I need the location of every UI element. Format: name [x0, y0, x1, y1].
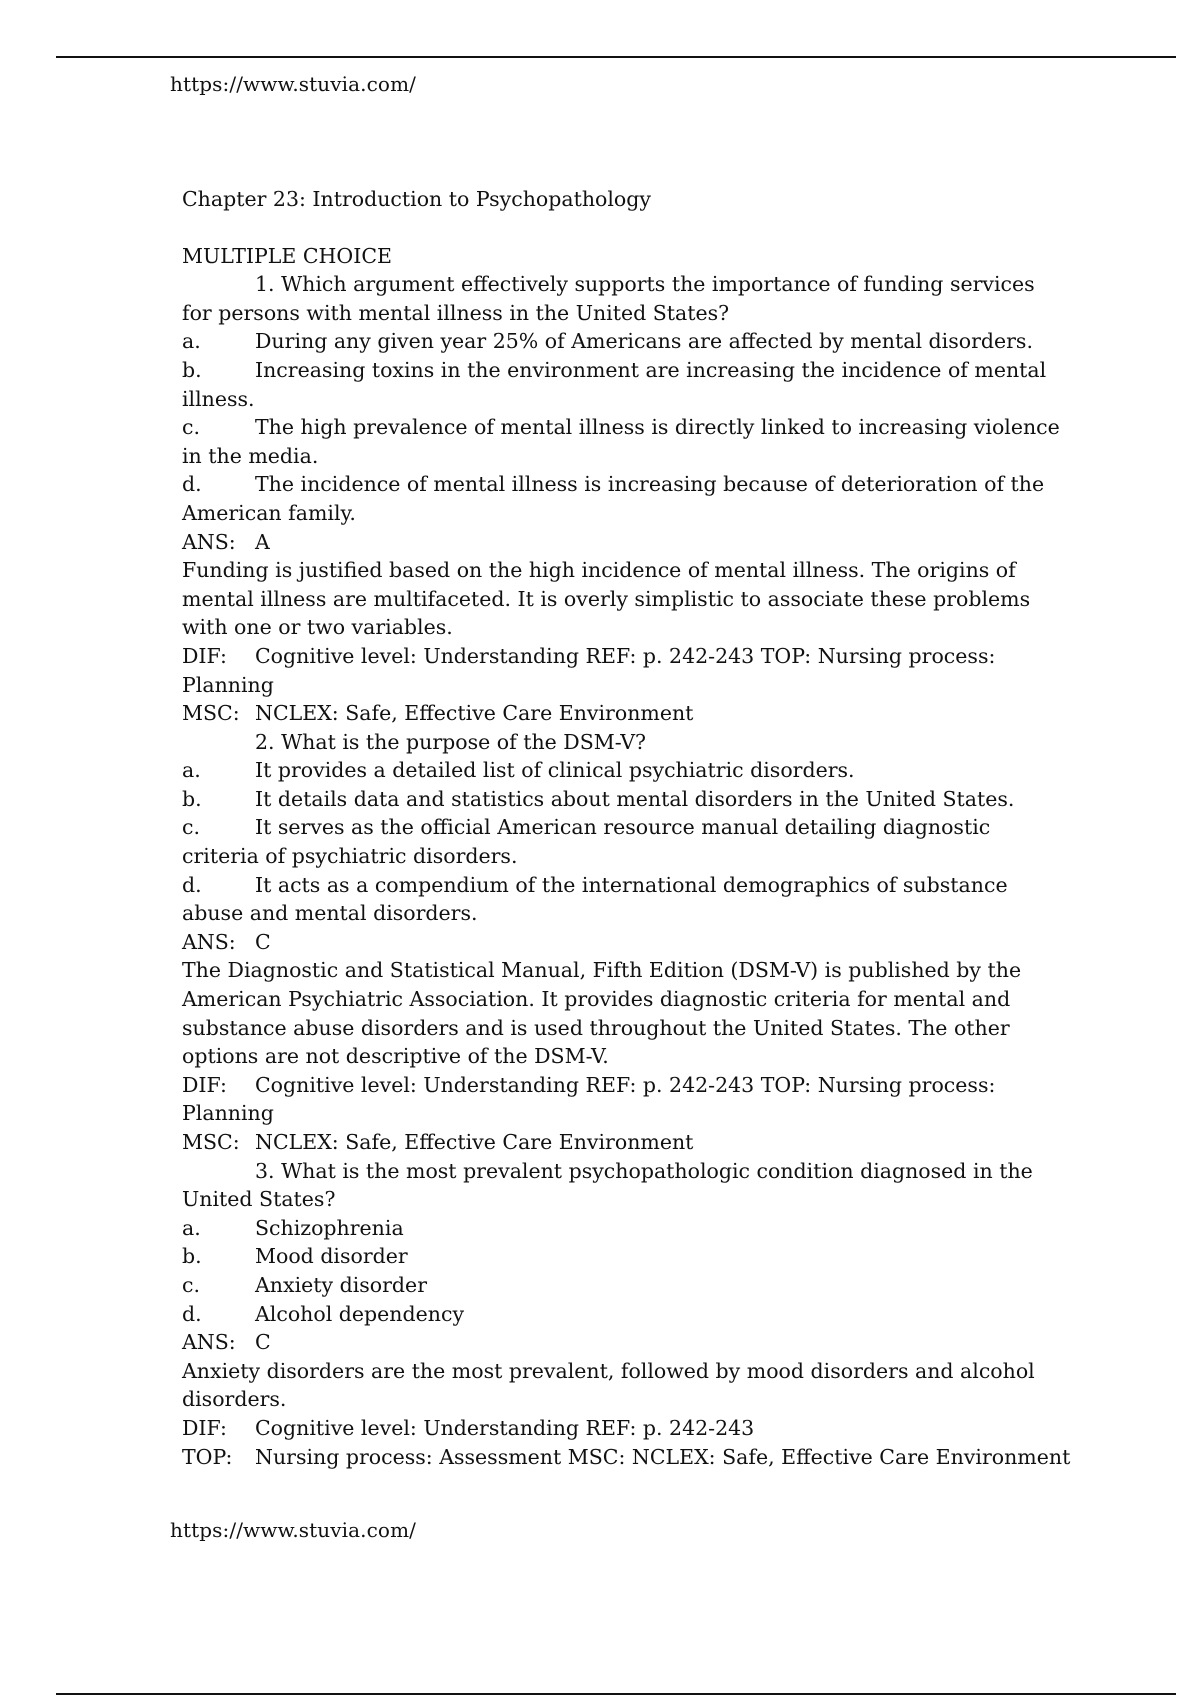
option-c [182, 1271, 1044, 1300]
option-c [182, 413, 1060, 442]
option-a [182, 1214, 1044, 1243]
option-c [182, 813, 1044, 842]
rationale-line: mental illness are multifaceted. It is overly simplistic to associate these problems [182, 586, 1031, 611]
answer-value: C [255, 929, 271, 954]
question-stem-cont: for persons with mental illness in the United States? [182, 300, 730, 325]
option-label: a. [182, 1215, 201, 1240]
rationale-line: substance abuse disorders and is used throughout the United States. The other [182, 1015, 1010, 1040]
option-label: d. [182, 872, 202, 897]
dif-label: DIF: [182, 1415, 227, 1440]
option-d [182, 470, 1044, 499]
rationale-line: disorders. [182, 1387, 287, 1412]
answer-label: ANS: [182, 529, 236, 554]
answer [182, 1328, 1044, 1357]
option-label: b. [182, 357, 202, 382]
dif-label: DIF: [182, 1072, 227, 1097]
header-url[interactable]: https://www.stuvia.com/ [170, 72, 416, 96]
option-text: During any given year 25% of Americans are affected by mental disorders. [255, 329, 1033, 354]
dif-text: Cognitive level: Understanding REF: p. 242-243 TOP: Nursing process: [255, 643, 996, 668]
answer-value: A [255, 529, 270, 554]
msc-label: MSC: [182, 1130, 240, 1154]
msc-text: NCLEX: Safe, Effective Care Environment [255, 701, 694, 726]
difficulty [182, 1414, 1044, 1443]
option-text: Schizophrenia [255, 1215, 404, 1240]
difficulty [182, 1071, 1044, 1100]
top-rule [56, 56, 1176, 58]
option-label: c. [182, 1272, 200, 1297]
topic [182, 1443, 1071, 1472]
option-text: Increasing toxins in the environment are increasing the incidence of mental [255, 357, 1047, 382]
rationale-line: with one or two variables. [182, 615, 453, 640]
document-body [182, 185, 1071, 1471]
option-label: d. [182, 472, 202, 497]
dif-label: DIF: [182, 643, 227, 668]
rationale-line: options are not descriptive of the DSM-V. [182, 1044, 609, 1069]
chapter-title: Chapter 23: Introduction to Psychopathology [182, 187, 651, 211]
top-text: Nursing process: Assessment MSC: NCLEX: Safe, Effective Care Environment [255, 1444, 1071, 1469]
bottom-rule [56, 1693, 1176, 1695]
question-stem-cont: United States? [182, 1187, 336, 1212]
question-1 [182, 270, 1060, 728]
option-b [182, 1242, 1044, 1271]
rationale-line: American Psychiatric Association. It provides diagnostic criteria for mental and [182, 987, 1011, 1012]
question-3 [182, 1157, 1071, 1472]
rationale-line: Anxiety disorders are the most prevalent, followed by mood disorders and alcohol [182, 1358, 1035, 1383]
option-label: d. [182, 1301, 202, 1326]
rationale-line: Funding is justified based on the high incidence of mental illness. The origins of [182, 558, 1016, 583]
option-a [182, 756, 1044, 785]
dif-text-cont: Planning [182, 672, 274, 697]
option-d [182, 871, 1044, 900]
question-stem: 1. Which argument effectively supports the importance of funding services [255, 272, 1035, 297]
option-label: a. [182, 329, 201, 354]
option-label: a. [182, 758, 201, 783]
option-text: It serves as the official American resource manual detailing diagnostic [255, 815, 991, 840]
option-text: Anxiety disorder [255, 1272, 427, 1297]
msc-label: MSC: [182, 701, 240, 726]
answer [182, 528, 1044, 557]
difficulty [182, 642, 1044, 671]
option-text-cont: American family. [182, 500, 356, 525]
answer-label: ANS: [182, 929, 236, 954]
answer-value: C [255, 1330, 271, 1355]
option-b [182, 785, 1044, 814]
option-label: b. [182, 786, 202, 811]
option-d [182, 1300, 1044, 1329]
answer-label: ANS: [182, 1330, 236, 1355]
option-text-cont: abuse and mental disorders. [182, 901, 478, 926]
option-label: b. [182, 1244, 202, 1269]
option-text-cont: illness. [182, 386, 255, 411]
dif-text: Cognitive level: Understanding REF: p. 242-243 TOP: Nursing process: [255, 1072, 996, 1097]
option-text: The incidence of mental illness is increasing because of deterioration of the [255, 472, 1045, 497]
top-label: TOP: [182, 1444, 233, 1469]
rationale-line: The Diagnostic and Statistical Manual, Fifth Edition (DSM-V) is published by the [182, 958, 1022, 983]
option-text: It acts as a compendium of the international demographics of substance [255, 872, 1008, 897]
option-label: c. [182, 415, 200, 440]
section-heading: MULTIPLE CHOICE [182, 243, 392, 268]
option-text-cont: in the media. [182, 443, 319, 468]
option-text: It provides a detailed list of clinical psychiatric disorders. [255, 758, 855, 783]
question-2 [182, 728, 1044, 1157]
option-label: c. [182, 815, 200, 840]
option-text: Alcohol dependency [255, 1301, 465, 1326]
option-text-cont: criteria of psychiatric disorders. [182, 844, 518, 869]
option-text: It details data and statistics about mental disorders in the United States. [255, 786, 1015, 811]
dif-text-cont: Planning [182, 1101, 274, 1126]
answer [182, 928, 1044, 957]
dif-text: Cognitive level: Understanding REF: p. 242-243 [255, 1415, 755, 1440]
option-text: The high prevalence of mental illness is directly linked to increasing violence [255, 415, 1060, 440]
option-b [182, 356, 1047, 385]
footer-url[interactable]: https://www.stuvia.com/ [170, 1518, 416, 1542]
option-a [182, 327, 1044, 356]
msc-text: NCLEX: Safe, Effective Care Environment [255, 1130, 694, 1154]
option-text: Mood disorder [255, 1244, 408, 1269]
question-stem: 3. What is the most prevalent psychopathologic condition diagnosed in the [255, 1158, 1033, 1183]
msc [182, 699, 1044, 728]
question-stem: 2. What is the purpose of the DSM-V? [255, 729, 647, 754]
msc [182, 1128, 1044, 1157]
